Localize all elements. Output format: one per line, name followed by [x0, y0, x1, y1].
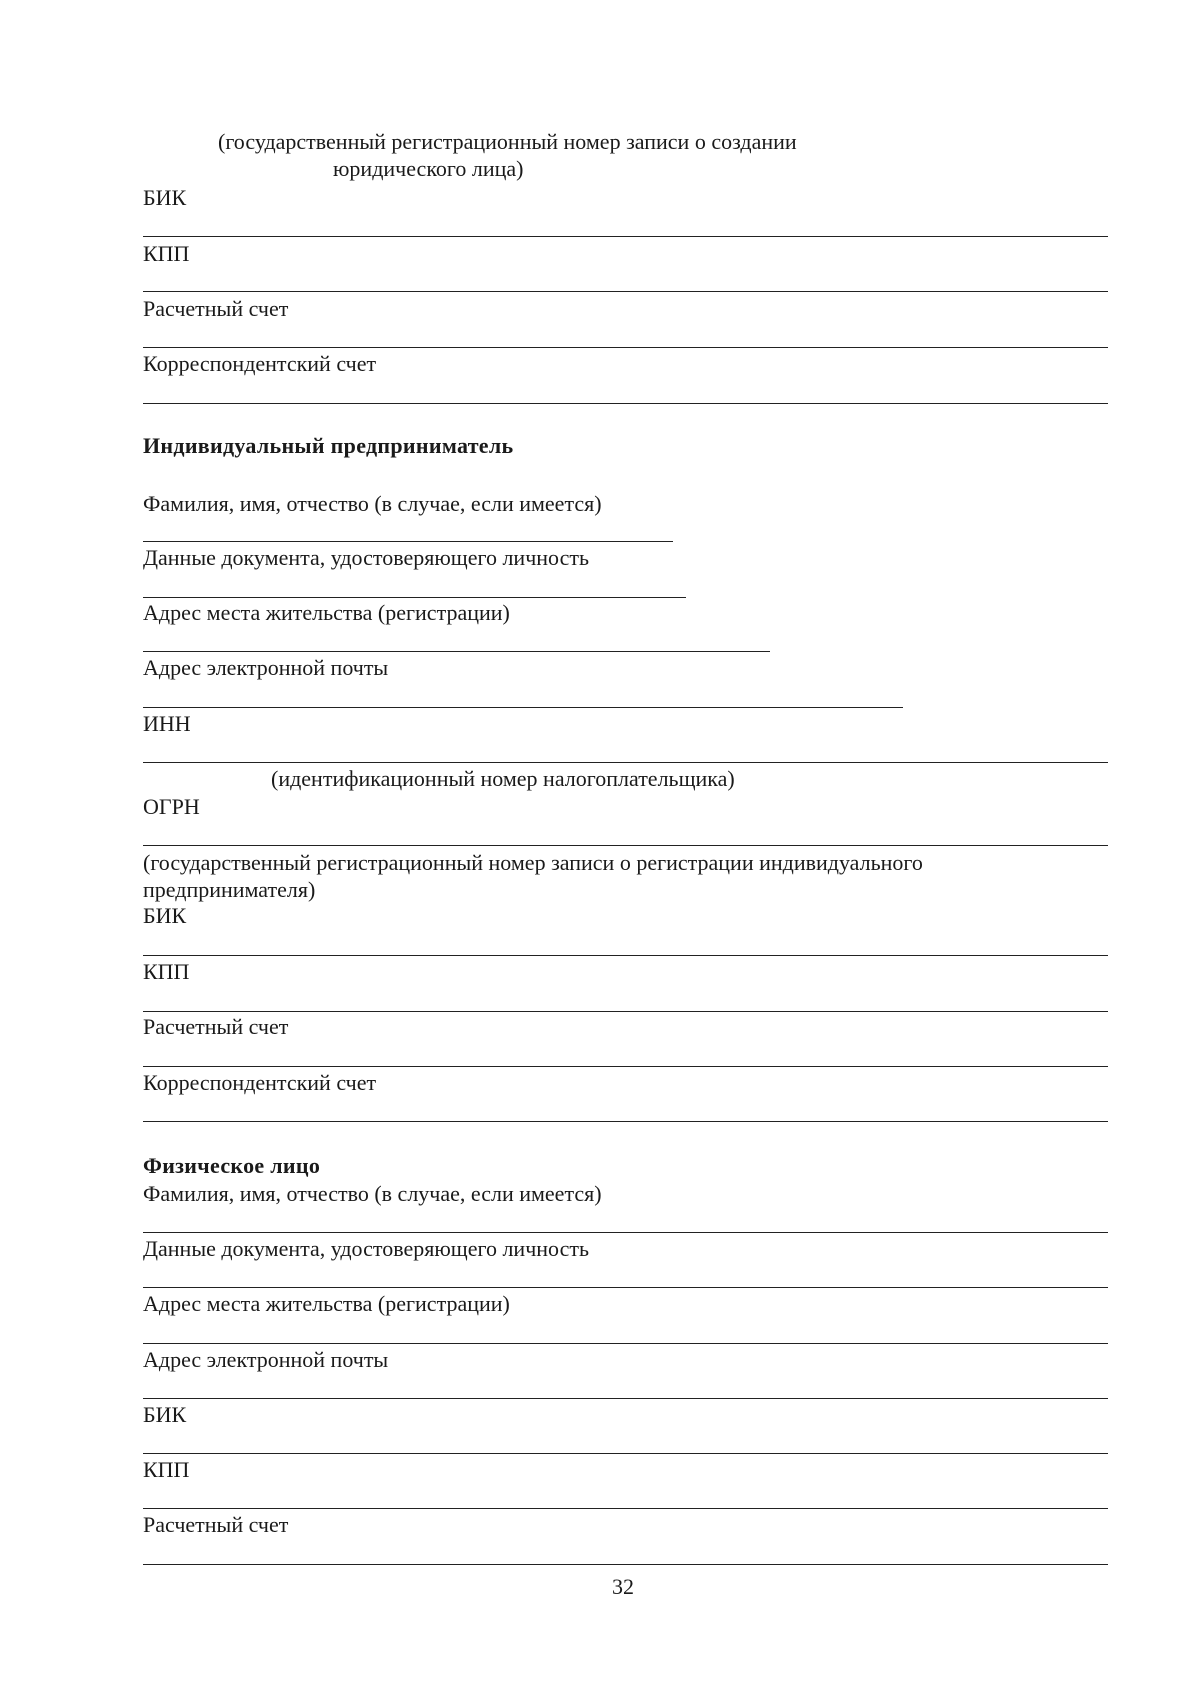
ie-kpp-label: КПП — [143, 959, 190, 984]
legal-correspondent-account-label: Корреспондентский счет — [143, 351, 377, 376]
ie-email-label: Адрес электронной почты — [143, 655, 389, 680]
individual-full-name-label: Фамилия, имя, отчество (в случае, если имеется) — [143, 1181, 602, 1206]
ie-settlement-account-field-line[interactable] — [143, 1066, 1108, 1067]
individual-id-document-label: Данные документа, удостоверяющего личность — [143, 1236, 590, 1261]
ie-settlement-account-label: Расчетный счет — [143, 1014, 289, 1039]
individual-kpp-field-line[interactable] — [143, 1508, 1108, 1509]
ie-ogrn-label: ОГРН — [143, 794, 200, 819]
individual-kpp-label: КПП — [143, 1457, 190, 1482]
individual-residence-address-label: Адрес места жительства (регистрации) — [143, 1291, 510, 1316]
page-number: 32 — [612, 1574, 634, 1599]
ie-full-name-label: Фамилия, имя, отчество (в случае, если имеется) — [143, 491, 602, 516]
ie-inn-caption: (идентификационный номер налогоплательщика) — [271, 766, 735, 791]
legal-kpp-field-line[interactable] — [143, 291, 1108, 292]
ie-ogrn-caption-line1: (государственный регистрационный номер записи о регистрации индивидуального — [143, 850, 923, 875]
legal-bik-label: БИК — [143, 185, 187, 210]
legal-ogrn-caption-line1: (государственный регистрационный номер записи о создании — [218, 129, 797, 154]
ie-bik-label: БИК — [143, 903, 187, 928]
individual-bik-label: БИК — [143, 1402, 187, 1427]
ie-kpp-field-line[interactable] — [143, 1011, 1108, 1012]
ie-residence-address-field-line[interactable] — [143, 651, 770, 652]
individual-section-heading: Физическое лицо — [143, 1153, 321, 1178]
individual-residence-address-field-line[interactable] — [143, 1343, 1108, 1344]
individual-settlement-account-field-line[interactable] — [143, 1564, 1108, 1565]
legal-settlement-account-field-line[interactable] — [143, 347, 1108, 348]
individual-full-name-field-line[interactable] — [143, 1232, 1108, 1233]
individual-bik-field-line[interactable] — [143, 1453, 1108, 1454]
legal-ogrn-caption-line2: юридического лица) — [333, 156, 524, 181]
ie-id-document-field-line[interactable] — [143, 597, 686, 598]
ie-id-document-label: Данные документа, удостоверяющего личность — [143, 545, 590, 570]
ie-inn-label: ИНН — [143, 711, 191, 736]
individual-email-label: Адрес электронной почты — [143, 1347, 389, 1372]
ie-section-heading: Индивидуальный предприниматель — [143, 433, 514, 458]
legal-kpp-label: КПП — [143, 241, 190, 266]
ie-ogrn-field-line[interactable] — [143, 845, 1108, 846]
ie-correspondent-account-field-line[interactable] — [143, 1121, 1108, 1122]
ie-email-field-line[interactable] — [143, 707, 903, 708]
individual-id-document-field-line[interactable] — [143, 1287, 1108, 1288]
individual-settlement-account-label: Расчетный счет — [143, 1512, 289, 1537]
legal-correspondent-account-field-line[interactable] — [143, 403, 1108, 404]
ie-full-name-field-line[interactable] — [143, 541, 673, 542]
ie-inn-field-line[interactable] — [143, 762, 1108, 763]
ie-residence-address-label: Адрес места жительства (регистрации) — [143, 600, 510, 625]
legal-bik-field-line[interactable] — [143, 236, 1108, 237]
legal-settlement-account-label: Расчетный счет — [143, 296, 289, 321]
ie-correspondent-account-label: Корреспондентский счет — [143, 1070, 377, 1095]
ie-ogrn-caption-line2: предпринимателя) — [143, 877, 316, 902]
individual-email-field-line[interactable] — [143, 1398, 1108, 1399]
ie-bik-field-line[interactable] — [143, 955, 1108, 956]
